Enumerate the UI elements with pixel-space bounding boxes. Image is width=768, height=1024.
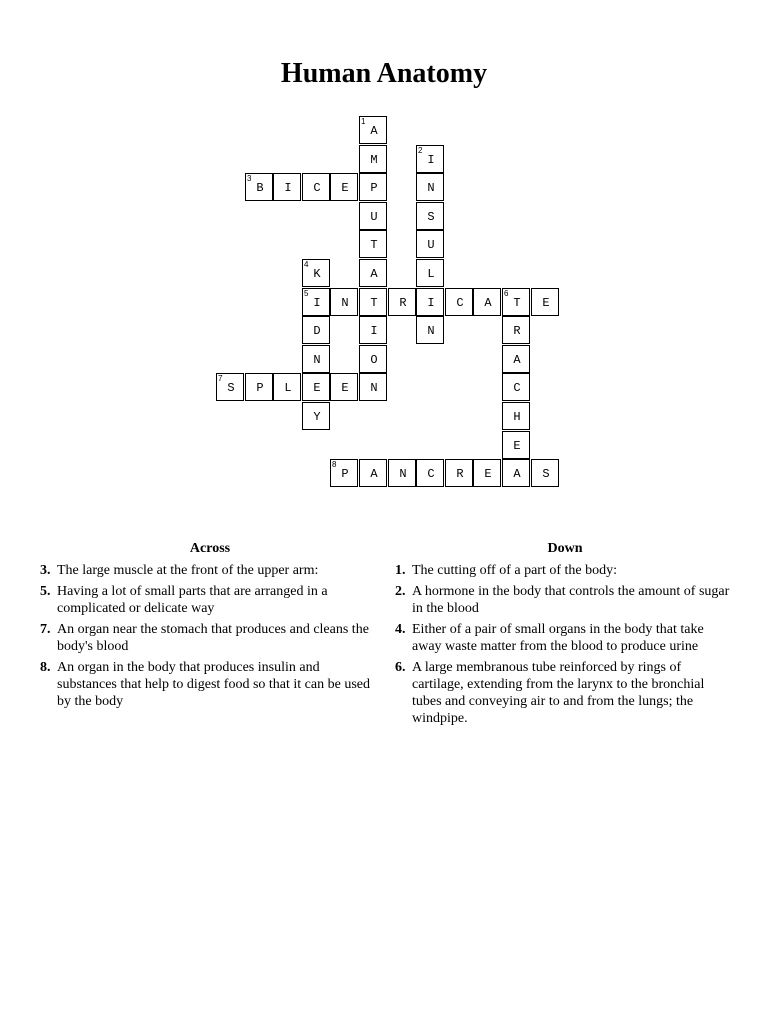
cell-letter: E [484,467,492,481]
cell-letter: A [513,467,521,481]
clue-text: A hormone in the body that controls the amount of sugar in the blood [412,584,730,616]
clue-down-2 [395,583,735,617]
cell-letter: R [456,467,464,481]
cell-letter: R [513,324,521,338]
grid-cell[interactable] [445,459,473,487]
cell-number: 1 [361,117,366,126]
cell-letter: N [341,296,349,310]
grid-cell[interactable] [473,459,501,487]
cell-letter: H [513,410,521,424]
clue-text: An organ in the body that produces insulin and substances that help to digest food so that it can be used by the body [57,660,370,709]
cell-letter: C [427,467,435,481]
clue-number: 4. [395,622,406,637]
cell-letter: I [370,324,378,338]
cell-number: 5 [304,289,309,298]
across-clues [40,540,380,714]
grid-cell[interactable] [416,459,444,487]
grid-cell[interactable] [502,316,530,344]
cell-letter: N [313,353,321,367]
clue-number: 1. [395,563,406,578]
cell-letter: T [370,238,378,252]
clue-down-1 [395,562,735,579]
cell-letter: T [370,296,378,310]
cell-letter: I [313,296,321,310]
cell-letter: I [284,181,292,195]
grid-cell[interactable] [359,345,387,373]
cell-letter: R [399,296,407,310]
cell-number: 2 [418,146,423,155]
cell-letter: Y [313,410,321,424]
cell-letter: K [313,267,321,281]
grid-cell[interactable] [359,316,387,344]
clue-down-4 [395,621,735,655]
clue-across-7 [40,621,380,655]
cell-letter: I [427,296,435,310]
cell-letter: S [427,210,435,224]
clue-number: 5. [40,584,51,599]
grid-cell[interactable] [359,145,387,173]
cell-letter: P [341,467,349,481]
cell-number: 3 [247,174,252,183]
grid-cell[interactable] [416,288,444,316]
cell-letter: A [513,353,521,367]
grid-cell[interactable] [359,230,387,258]
cell-letter: N [370,381,378,395]
clue-number: 6. [395,660,406,675]
grid-cell[interactable] [245,173,273,201]
cell-letter: A [370,467,378,481]
grid-cell[interactable] [445,288,473,316]
grid-cell[interactable] [502,431,530,459]
grid-cell[interactable] [502,459,530,487]
cell-letter: L [284,381,292,395]
cell-letter: O [370,353,378,367]
grid-cell[interactable] [388,459,416,487]
cell-letter: A [370,124,378,138]
cell-number: 4 [304,260,309,269]
grid-cell[interactable] [473,288,501,316]
cell-letter: N [399,467,407,481]
across-heading: Across [189,541,231,556]
cell-letter: N [427,181,435,195]
clue-text: Either of a pair of small organs in the body that take away waste matter from the blood to produce urine [412,622,704,654]
grid-cell[interactable] [502,345,530,373]
grid-cell[interactable] [273,173,301,201]
grid-cell[interactable] [330,173,358,201]
grid-cell[interactable] [531,288,559,316]
grid-cell[interactable] [388,288,416,316]
grid-cell[interactable] [302,173,330,201]
grid-cell[interactable] [359,373,387,401]
cell-letter: P [256,381,264,395]
clue-across-8 [40,659,380,710]
clue-number: 2. [395,584,406,599]
grid-cell[interactable] [359,202,387,230]
grid-cell[interactable] [416,202,444,230]
clue-down-6 [395,659,735,727]
grid-cell[interactable] [359,459,387,487]
page-title: Human Anatomy [280,58,488,89]
grid-cell[interactable] [302,402,330,430]
cell-number: 6 [504,289,509,298]
cell-letter: A [370,267,378,281]
cell-letter: L [427,267,435,281]
cell-letter: B [256,181,264,195]
grid-cell[interactable] [330,288,358,316]
grid-cell[interactable] [216,373,244,401]
cell-number: 8 [332,460,337,469]
grid-cell[interactable] [416,316,444,344]
grid-cell[interactable] [330,373,358,401]
clue-text: Having a lot of small parts that are arranged in a complicated or delicate way [57,584,328,616]
grid-cell[interactable] [273,373,301,401]
clue-number: 7. [40,622,51,637]
cell-letter: E [313,381,321,395]
grid-cell[interactable] [416,230,444,258]
grid-cell[interactable] [359,288,387,316]
grid-cell[interactable] [302,288,330,316]
grid-cell[interactable] [359,173,387,201]
down-heading: Down [547,541,583,556]
cell-letter: M [370,153,378,167]
cell-letter: P [370,181,378,195]
grid-cell[interactable] [302,259,330,287]
cell-letter: T [513,296,521,310]
cell-letter: E [341,381,349,395]
grid-cell[interactable] [302,316,330,344]
cell-letter: U [427,238,435,252]
clue-number: 3. [40,563,51,578]
clue-number: 8. [40,660,51,675]
cell-letter: S [542,467,550,481]
grid-cell[interactable] [302,345,330,373]
cell-letter: C [513,381,521,395]
clue-across-3 [40,562,380,579]
cell-letter: E [513,439,521,453]
down-clues [395,540,735,731]
grid-cell[interactable] [416,145,444,173]
clue-text: An organ near the stomach that produces and cleans the body's blood [57,622,369,654]
cell-letter: E [542,296,550,310]
cell-letter: C [313,181,321,195]
cell-letter: N [427,324,435,338]
grid-cell[interactable] [502,373,530,401]
cell-letter: U [370,210,378,224]
cell-letter: C [456,296,464,310]
grid-cell[interactable] [416,259,444,287]
grid-cell[interactable] [302,373,330,401]
grid-cell[interactable] [502,402,530,430]
cell-letter: S [227,381,235,395]
grid-cell[interactable] [245,373,273,401]
grid-cell[interactable] [359,259,387,287]
clue-text: A large membranous tube reinforced by rings of cartilage, extending from the larynx to the bronchial tubes and conveying air to and from the lungs; the windpipe. [412,660,705,726]
grid-cell[interactable] [502,288,530,316]
cell-letter: D [313,324,321,338]
cell-letter: E [341,181,349,195]
grid-cell[interactable] [359,116,387,144]
grid-cell[interactable] [330,459,358,487]
grid-cell[interactable] [531,459,559,487]
clue-text: The large muscle at the front of the upper arm: [57,563,319,578]
cell-number: 7 [218,374,223,383]
grid-cell[interactable] [416,173,444,201]
clue-across-5 [40,583,380,617]
clue-text: The cutting off of a part of the body: [412,563,618,578]
cell-letter: I [427,153,435,167]
cell-letter: A [484,296,492,310]
